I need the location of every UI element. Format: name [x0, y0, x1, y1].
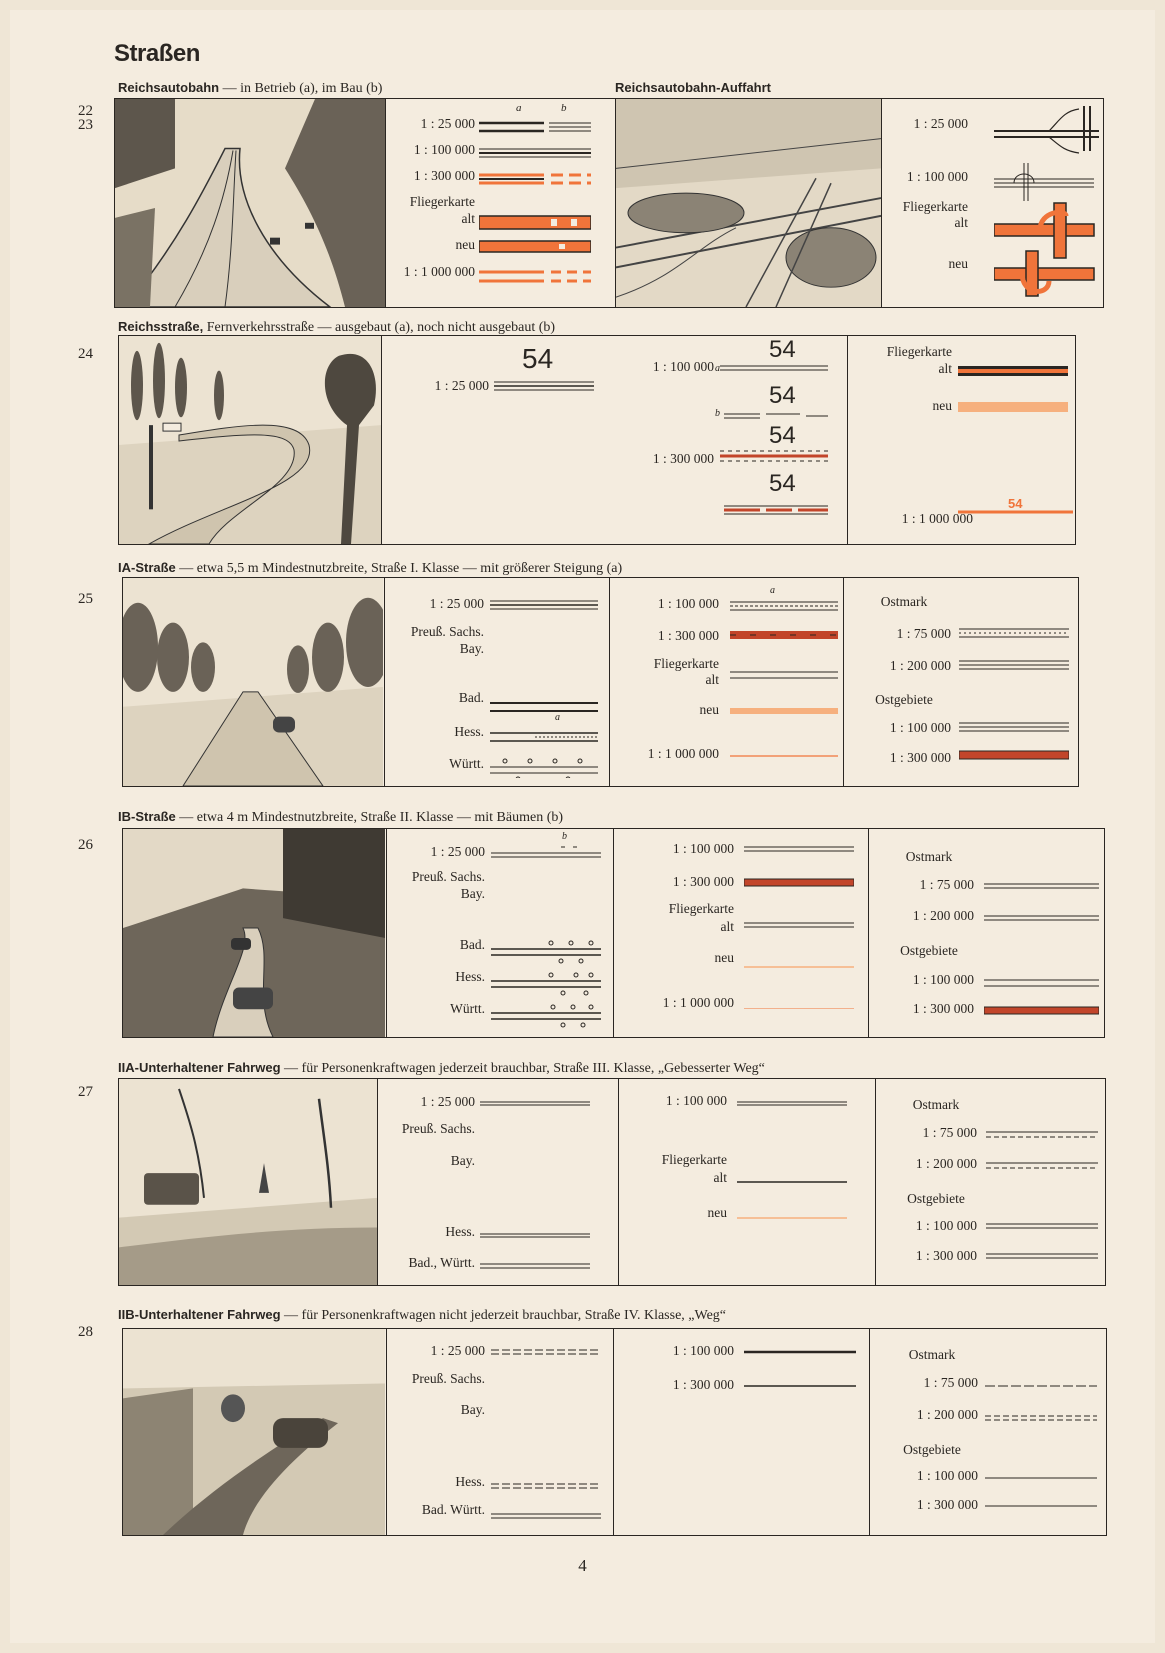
scale-label: Bay.	[459, 641, 484, 656]
label-a: a	[516, 102, 522, 114]
road-number: 54	[522, 343, 554, 374]
scale-label: 1 : 25 000	[430, 844, 485, 859]
scale-label: 1 : 300 000	[652, 451, 714, 466]
legend-box-ib	[122, 828, 1105, 1038]
scale-label: 1 : 300 000	[912, 1001, 974, 1016]
road-number: 54	[1008, 496, 1023, 511]
scale-label: 1 : 300 000	[657, 628, 719, 643]
section-description: — für Personenkraftwagen nicht jederzeit brauchbar, Straße IV. Klasse, „Weg“	[280, 1308, 727, 1323]
label-a: a	[715, 363, 720, 374]
road-number: 54	[769, 422, 796, 449]
scale-label: Bad. Württ.	[421, 1502, 485, 1517]
road-number: 54	[769, 470, 796, 497]
illustration-iib-fahrweg	[123, 1329, 385, 1535]
section-title: IIB-Unterhaltener Fahrweg	[118, 1307, 281, 1322]
ia-symbols-2	[730, 598, 838, 763]
scale-label: 1 : 1 000 000	[647, 746, 719, 761]
scale-label: 1 : 100 000	[657, 596, 719, 611]
scale-label: alt	[954, 215, 968, 230]
scale-label: neu	[699, 702, 719, 717]
scale-label: Bad.	[459, 937, 485, 952]
illustration-autobahn-junction	[616, 99, 881, 307]
scale-label: 1 : 25 000	[430, 1343, 485, 1358]
scale-label: Fliegerkarte	[409, 194, 475, 209]
road-number: 54	[769, 382, 796, 409]
scale-label: Ostmark	[908, 1347, 956, 1362]
scale-label: 1 : 300 000	[672, 874, 734, 889]
scale-label: alt	[713, 1170, 727, 1185]
section-description: — in Betrieb (a), im Bau (b)	[219, 81, 383, 96]
col-scales-junction	[882, 99, 1104, 307]
ib-symbols-3	[984, 874, 1099, 1019]
col-iia-1	[378, 1079, 618, 1285]
scale-label: 1 : 25 000	[420, 1094, 475, 1109]
section-heading	[118, 80, 382, 97]
legend-box-iib	[122, 1328, 1107, 1536]
scale-label: 1 : 200 000	[889, 658, 951, 673]
col-iib-2	[614, 1329, 869, 1535]
section-title: Reichsstraße,	[118, 319, 204, 334]
scale-label: 1 : 100 000	[916, 1468, 978, 1483]
ib-symbols-2	[744, 839, 854, 1009]
scale-label: alt	[461, 211, 475, 226]
scale-label: Fliegerkarte	[653, 656, 719, 671]
section-number: 25	[78, 591, 93, 607]
scale-label: Hess.	[455, 969, 485, 984]
ia-symbols-3	[959, 623, 1069, 768]
scale-label: 1 : 100 000	[672, 841, 734, 856]
col-ia-2	[610, 578, 843, 786]
col-iib-1	[387, 1329, 613, 1535]
scale-label: Fliegerkarte	[886, 344, 952, 359]
scale-label: 1 : 25 000	[434, 378, 489, 393]
legend-box-ia	[122, 577, 1079, 787]
scale-label: 1 : 100 000	[915, 1218, 977, 1233]
scale-label: 1 : 100 000	[672, 1343, 734, 1358]
iib-symbols-1	[491, 1344, 601, 1524]
illustration-ib-strasse	[123, 829, 385, 1037]
scale-label: 1 : 75 000	[919, 877, 974, 892]
scale-label: 1 : 300 000	[672, 1377, 734, 1392]
col-scales-reichsstrasse	[382, 336, 847, 544]
autobahn-symbols	[479, 109, 591, 299]
col-iia-2	[619, 1079, 875, 1285]
col-ib-1	[387, 829, 613, 1037]
scale-label: Bay.	[460, 1402, 485, 1417]
scale-label: 1 : 200 000	[916, 1407, 978, 1422]
section-number: 23	[78, 117, 93, 133]
scale-label: Bay.	[450, 1153, 475, 1168]
reichsstrasse-symbols	[720, 356, 828, 516]
scale-label: 1 : 1 000 000	[403, 264, 475, 279]
iib-symbols-2	[744, 1344, 856, 1394]
section-title: IA-Straße	[118, 560, 176, 575]
col-iia-3	[876, 1079, 1105, 1285]
scale-label: 1 : 25 000	[429, 596, 484, 611]
scale-label: Hess.	[454, 724, 484, 739]
scale-label: 1 : 200 000	[915, 1156, 977, 1171]
section-number: 28	[78, 1324, 93, 1340]
label-b: b	[562, 831, 567, 842]
iia-symbols-1	[480, 1094, 590, 1274]
scale-label: 1 : 75 000	[922, 1125, 977, 1140]
scale-label: 1 : 100 000	[889, 720, 951, 735]
scale-label: 1 : 300 000	[916, 1497, 978, 1512]
illustration-iia-fahrweg	[119, 1079, 377, 1285]
label-a: a	[770, 585, 775, 596]
scale-label: neu	[455, 237, 475, 252]
section-heading-2	[615, 80, 771, 97]
legend-box-autobahn	[114, 98, 1104, 308]
section-title: IB-Straße	[118, 809, 176, 824]
scale-label: neu	[707, 1205, 727, 1220]
section-number: 24	[78, 346, 93, 362]
scale-label: Fliegerkarte	[902, 199, 968, 214]
section-description: Fernverkehrsstraße — ausgebaut (a), noch nicht ausgebaut (b)	[203, 320, 556, 335]
legend-box-reichsstrasse	[118, 335, 1076, 545]
illustration-ia-strasse	[123, 578, 383, 786]
scale-label: 1 : 100 000	[652, 359, 714, 374]
col-ib-2	[614, 829, 868, 1037]
scale-label: neu	[714, 950, 734, 965]
page-number: 4	[578, 1556, 587, 1575]
road-number: 54	[769, 336, 796, 363]
col-ia-3	[844, 578, 1078, 786]
scale-label: Preuß. Sachs.	[410, 624, 484, 639]
scale-label: 1 : 300 000	[413, 168, 475, 183]
scale-label: Ostgebiete	[907, 1191, 965, 1206]
scale-label: neu	[932, 398, 952, 413]
flieger-symbols	[958, 358, 1073, 523]
scale-label: 1 : 300 000	[889, 750, 951, 765]
scale-label: Bad.	[458, 690, 484, 705]
scale-label: Ostmark	[912, 1097, 960, 1112]
scale-label: Bay.	[460, 886, 485, 901]
scale-label: alt	[720, 919, 734, 934]
scale-label: Preuß. Sachs.	[411, 869, 485, 884]
label-b: b	[561, 102, 567, 114]
section-heading	[118, 319, 555, 336]
scale-label: 1 : 1 000 000	[901, 511, 973, 526]
scale-label: Fliegerkarte	[661, 1152, 727, 1167]
label-a: a	[555, 712, 560, 723]
col-scales-autobahn	[386, 99, 615, 307]
section-heading	[118, 1060, 765, 1077]
scale-label: Hess.	[445, 1224, 475, 1239]
section-heading	[118, 809, 563, 826]
section-title-2: Reichsautobahn-Auffahrt	[615, 80, 771, 95]
scale-label: Preuß. Sachs.	[411, 1371, 485, 1386]
junction-symbols	[994, 101, 1102, 301]
scale-label: 1 : 100 000	[413, 142, 475, 157]
scale-label: 1 : 200 000	[912, 908, 974, 923]
illustration-reichsstrasse	[119, 336, 381, 544]
scale-label: 1 : 25 000	[420, 116, 475, 131]
scale-label: Württ.	[450, 1001, 485, 1016]
label-b: b	[715, 408, 720, 419]
section-heading	[118, 1307, 726, 1324]
ia-symbols-1	[490, 593, 598, 778]
scale-label: Ostgebiete	[903, 1442, 961, 1457]
scale-label: 1 : 100 000	[906, 169, 968, 184]
col-iib-3	[870, 1329, 1106, 1535]
scale-label: alt	[938, 361, 952, 376]
iia-symbols-2	[737, 1094, 847, 1224]
section-description: — etwa 4 m Mindestnutzbreite, Straße II. Klasse — mit Bäumen (b)	[175, 810, 564, 825]
section-title: Reichsautobahn	[118, 80, 220, 95]
scale-label: Hess.	[455, 1474, 485, 1489]
scale-label: Fliegerkarte	[668, 901, 734, 916]
scale-label: alt	[705, 672, 719, 687]
section-heading	[118, 560, 622, 577]
scale-label: Ostgebiete	[900, 943, 958, 958]
scale-label: Ostmark	[880, 594, 928, 609]
col-flieger-reichsstrasse	[848, 336, 1075, 544]
scale-label: 1 : 75 000	[923, 1375, 978, 1390]
section-number: 27	[78, 1084, 93, 1100]
ib-symbols-1	[491, 839, 601, 1029]
line-symbol	[494, 378, 594, 392]
scale-label: Bad., Württ.	[408, 1255, 475, 1270]
scale-label: Württ.	[449, 756, 484, 771]
section-number: 26	[78, 837, 93, 853]
scale-label: 1 : 300 000	[915, 1248, 977, 1263]
scale-label: 1 : 100 000	[665, 1093, 727, 1108]
col-ib-3	[869, 829, 1104, 1037]
scale-label: Preuß. Sachs.	[401, 1121, 475, 1136]
section-description: — etwa 5,5 m Mindestnutzbreite, Straße I. Klasse — mit größerer Steigung (a)	[175, 561, 623, 576]
col-ia-1	[385, 578, 609, 786]
iia-symbols-3	[986, 1124, 1098, 1264]
scale-label: 1 : 1 000 000	[662, 995, 734, 1010]
scale-label: 1 : 100 000	[912, 972, 974, 987]
scale-label: neu	[948, 256, 968, 271]
legend-box-iia	[118, 1078, 1106, 1286]
illustration-autobahn	[115, 99, 385, 307]
section-title: IIA-Unterhaltener Fahrweg	[118, 1060, 281, 1075]
scale-label: 1 : 75 000	[896, 626, 951, 641]
scale-label: Ostmark	[905, 849, 953, 864]
scale-label: 1 : 25 000	[913, 116, 968, 131]
section-number: 22	[78, 103, 93, 119]
scale-label: Ostgebiete	[875, 692, 933, 707]
page-title: Straßen	[114, 40, 200, 67]
iib-symbols-3	[985, 1374, 1097, 1514]
section-description: — für Personenkraftwagen jederzeit brauchbar, Straße III. Klasse, „Gebesserter Weg“	[280, 1061, 765, 1076]
